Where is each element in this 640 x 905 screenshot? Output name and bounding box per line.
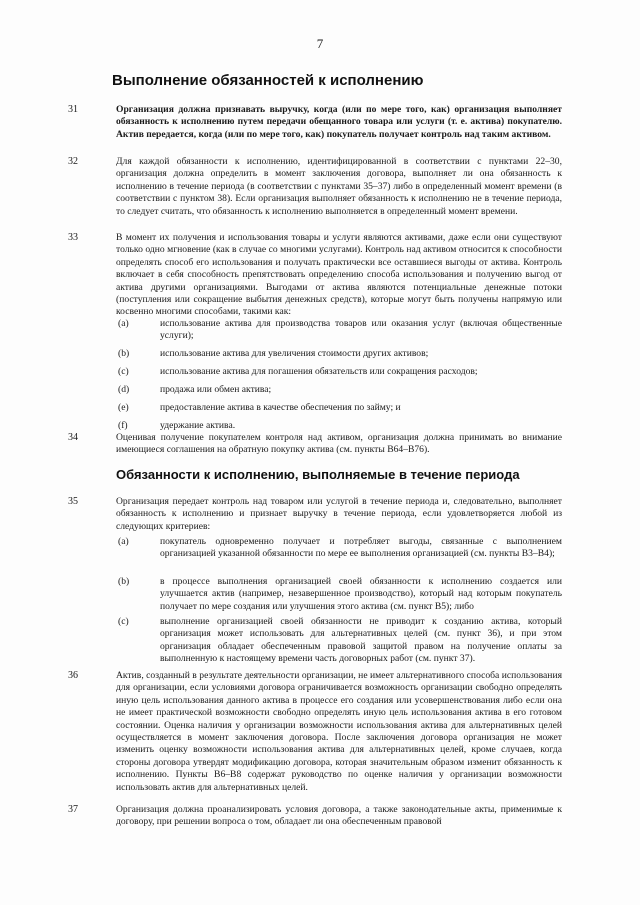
list-item-text: продажа или обмен актива; bbox=[160, 384, 272, 395]
section-heading-performance-obligations: Выполнение обязанностей к исполнению bbox=[112, 72, 424, 89]
list-item-text: выполнение организацией своей обязанности не приводит к созданию актива, который организация может использовать для альтернативных целей (см. пункт 36), и при этом организация обладает обеспеченным правовой защитой правом на получение оплаты за выполненную к настоящему времени часть договорных работ (см. пункт 37). bbox=[160, 616, 562, 665]
paragraph-number: 34 bbox=[68, 432, 78, 443]
paragraph-number: 33 bbox=[68, 232, 78, 243]
paragraph-text: В момент их получения и использования товары и услуги являются активами, даже если они существуют только одно мгновение (как в случае со многими услугами). Контроль над активом относится к способности определять способ его использования и получать практически все оставшиеся выгоды от актива. Контроль включает в себя способность препятствовать определению способа использования и получению выгод от актива другими организациями. Выгодами от актива являются потенциальные денежные потоки (поступления или сокращение выбытия денежных средств), которые могут быть получены напрямую или косвенно многими способами, такими как: bbox=[116, 232, 562, 318]
list-item-label: (b) bbox=[118, 576, 130, 587]
paragraph-text: Организация передает контроль над товаром или услугой в течение периода и, следовательно, выполняет обязанность к исполнению и признает выручку в течение периода, если удовлетворяется любой из следующих критериев: bbox=[116, 496, 562, 532]
paragraph-number: 32 bbox=[68, 156, 78, 167]
paragraph-number: 35 bbox=[68, 496, 78, 507]
paragraph-text: Актив, созданный в результате деятельности организации, не имеет альтернативного способа использования для организации, если условиями договора ограничивается возможность организации свободно определять иную цель использования данного актива в процессе его создания или усовершенствования либо если она не имеет практической возможности свободно определять иную цель использования актива в его готовом состоянии. Оценка наличия у организации возможности использования актива для альтернативных целей осуществляется в момент заключения договора. После заключения договора организация не может изменить оценку возможности использования актива для альтернативных целей, кроме случаев, когда стороны договора утвердят модификацию договора, которая значительным образом изменит обязанность к исполнению. Пункты B6–B8 содержат руководство по оценке наличия у организации возможности использовать актив для альтернативных целей. bbox=[116, 670, 562, 793]
list-item-text: покупатель одновременно получает и потребляет выгоды, связанные с выполнением организацией указанной обязанности по мере ее выполнения организацией (см. пункты B3–B4); bbox=[160, 536, 562, 560]
list-item-label: (a) bbox=[118, 318, 129, 329]
list-item-label: (f) bbox=[118, 420, 128, 431]
list-item-text: предоставление актива в качестве обеспечения по займу; и bbox=[160, 402, 401, 413]
list-item-text: в процессе выполнения организацией своей обязанности к исполнению создается или улучшается актив (например, незавершенное производство), который над которым покупатель получает по мере создания или улучшения этого актива (см. пункт B5); либо bbox=[160, 576, 562, 612]
list-item-label: (b) bbox=[118, 348, 130, 359]
list-item-label: (a) bbox=[118, 536, 129, 547]
list-item-text: использование актива для производства товаров или оказания услуг (включая общественные услуги); bbox=[160, 318, 562, 342]
list-item-text: использование актива для погашения обязательств или сокращения расходов; bbox=[160, 366, 478, 377]
paragraph-text: Организация должна признавать выручку, когда (или по мере того, как) организация выполняет обязанность к исполнению путем передачи обещанного товара или услуги (т. е. актива) покупателю. Актив передается, когда (или по мере того, как) покупатель получает контроль над таким активом. bbox=[116, 104, 562, 140]
paragraph-number: 31 bbox=[68, 104, 78, 115]
list-item-text: удержание актива. bbox=[160, 420, 236, 431]
paragraph-text: Для каждой обязанности к исполнению, идентифицированной в соответствии с пунктами 22–30, организация должна определить в момент заключения договора, выполняет ли она обязанность к исполнению в течение периода (в соответствии с пунктами 35–37) либо в определенный момент времени (в соответствии с пунктом 38). Если организация выполняет обязанность к исполнению не в течение периода, то следует считать, что обязанность к исполнению выполняется в определенный момент времени. bbox=[116, 156, 562, 217]
list-item-label: (d) bbox=[118, 384, 130, 395]
paragraph-number: 36 bbox=[68, 670, 78, 681]
list-item-label: (c) bbox=[118, 366, 129, 377]
section-heading-over-time: Обязанности к исполнению, выполняемые в течение периода bbox=[116, 467, 520, 482]
list-item-label: (c) bbox=[118, 616, 129, 627]
paragraph-text: Оценивая получение покупателем контроля над активом, организация должна принимать во внимание имеющиеся соглашения на обратную покупку актива (см. пункты B64–B76). bbox=[116, 432, 562, 456]
page-number: 7 bbox=[316, 36, 324, 51]
paragraph-text: Организация должна проанализировать условия договора, а также законодательные акты, применимые к договору, при решении вопроса о том, обладает ли она обеспеченным правовой bbox=[116, 804, 562, 828]
list-item-label: (e) bbox=[118, 402, 129, 413]
paragraph-number: 37 bbox=[68, 804, 78, 815]
list-item-text: использование актива для увеличения стоимости других активов; bbox=[160, 348, 429, 359]
